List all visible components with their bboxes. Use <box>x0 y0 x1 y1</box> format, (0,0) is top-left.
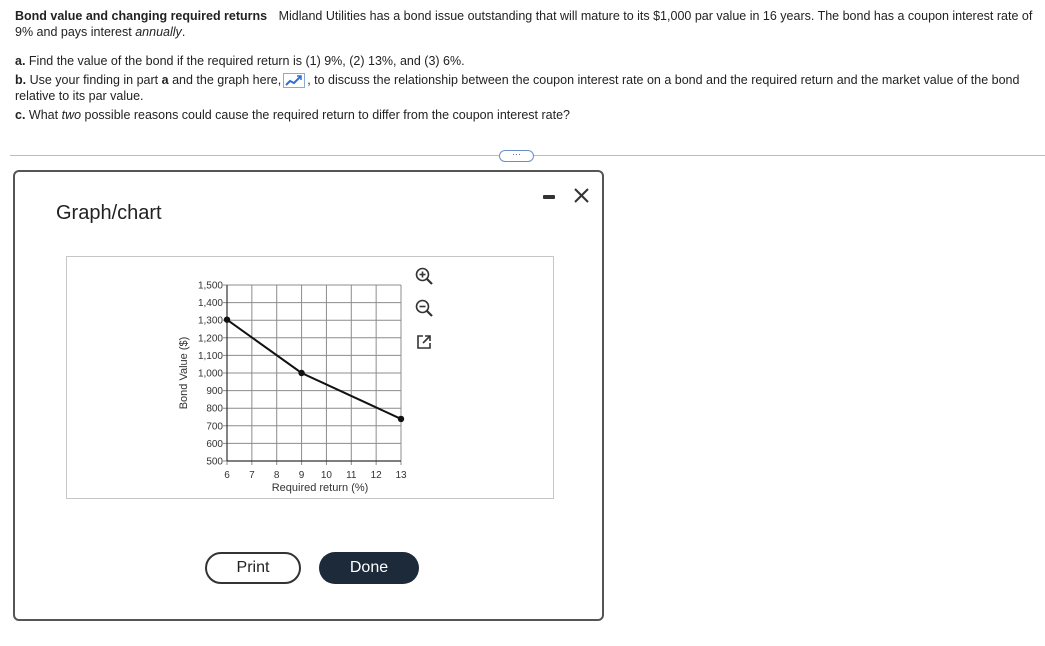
part-a <box>15 53 1035 69</box>
print-button[interactable]: Print <box>205 552 301 584</box>
chart-frame <box>66 256 554 499</box>
part-b-label: b. <box>15 73 27 87</box>
y-tick-label: 1,300 <box>197 315 223 327</box>
x-tick-label: 9 <box>298 470 305 481</box>
data-point <box>298 370 304 376</box>
x-tick-label: 10 <box>320 470 332 481</box>
part-c-text-2: possible reasons could cause the required return to differ from the coupon interest rate? <box>84 108 570 122</box>
series-line <box>227 320 401 419</box>
part-b-text-2: and the graph here, <box>172 73 282 87</box>
y-tick-label: 800 <box>206 403 223 415</box>
x-tick-label: 8 <box>273 470 280 481</box>
close-icon[interactable] <box>572 186 592 206</box>
data-point <box>398 416 404 422</box>
y-tick-label: 1,000 <box>197 368 223 380</box>
part-b-text-1: Use your finding in part <box>29 73 159 87</box>
y-tick-label: 1,100 <box>197 350 223 362</box>
problem-intro-text: Midland Utilities has a bond issue outstanding that will mature to its $1,000 par value in 16 years. The bond has a coupon interest rate of 9% and pays interest <box>15 9 1033 39</box>
x-tick-label: 12 <box>370 470 382 481</box>
expand-button[interactable]: ··· <box>499 150 534 162</box>
problem-statement <box>15 8 1035 126</box>
y-tick-label: 900 <box>206 386 223 398</box>
part-b <box>15 72 1035 104</box>
part-c-label: c. <box>15 108 26 122</box>
y-tick-label: 600 <box>206 438 223 450</box>
minimize-icon[interactable] <box>540 186 560 206</box>
y-tick-label: 500 <box>206 456 223 468</box>
x-tick-label: 13 <box>395 470 407 481</box>
zoom-out-icon[interactable] <box>414 298 434 318</box>
y-tick-label: 1,400 <box>197 298 223 310</box>
problem-title: Bond value and changing required returns <box>15 9 268 23</box>
part-b-bold: a <box>161 73 169 87</box>
zoom-in-icon[interactable] <box>414 266 434 286</box>
y-axis-label: Bond Value ($) <box>178 336 190 410</box>
x-tick-label: 7 <box>249 470 255 481</box>
x-tick-label: 6 <box>224 470 230 481</box>
y-tick-label: 1,500 <box>197 280 223 292</box>
graph-dialog <box>13 170 604 621</box>
part-a-text: Find the value of the bond if the required return is (1) 9%, (2) 13%, and (3) 6%. <box>28 54 465 68</box>
data-point <box>224 316 230 322</box>
part-a-label: a. <box>15 54 26 68</box>
bond-value-chart <box>67 257 553 498</box>
y-tick-label: 700 <box>206 421 223 433</box>
part-c-emphasis: two <box>61 108 82 122</box>
part-c-text-1: What <box>28 108 59 122</box>
part-c <box>15 107 1035 123</box>
y-tick-label: 1,200 <box>197 333 223 345</box>
problem-intro: Bond value and changing required returns Midland Utilities has a bond issue outstanding that will mature to its $1,000 par value in 16 years. The bond has a coupon interest rate of 9% and pays interest annually. <box>15 9 1033 39</box>
problem-intro-emphasis: annually <box>135 25 182 39</box>
part-b-text-3: , to discuss the relationship between the coupon interest rate on a bond and the required return and the market value of the bond relative to its par value. <box>15 73 1020 103</box>
popout-icon[interactable] <box>414 332 434 352</box>
dialog-title: Graph/chart <box>56 202 162 224</box>
line-chart-icon[interactable] <box>283 73 305 88</box>
done-button[interactable]: Done <box>319 552 419 584</box>
x-axis-label: Required return (%) <box>271 482 369 494</box>
x-tick-label: 11 <box>346 470 357 481</box>
